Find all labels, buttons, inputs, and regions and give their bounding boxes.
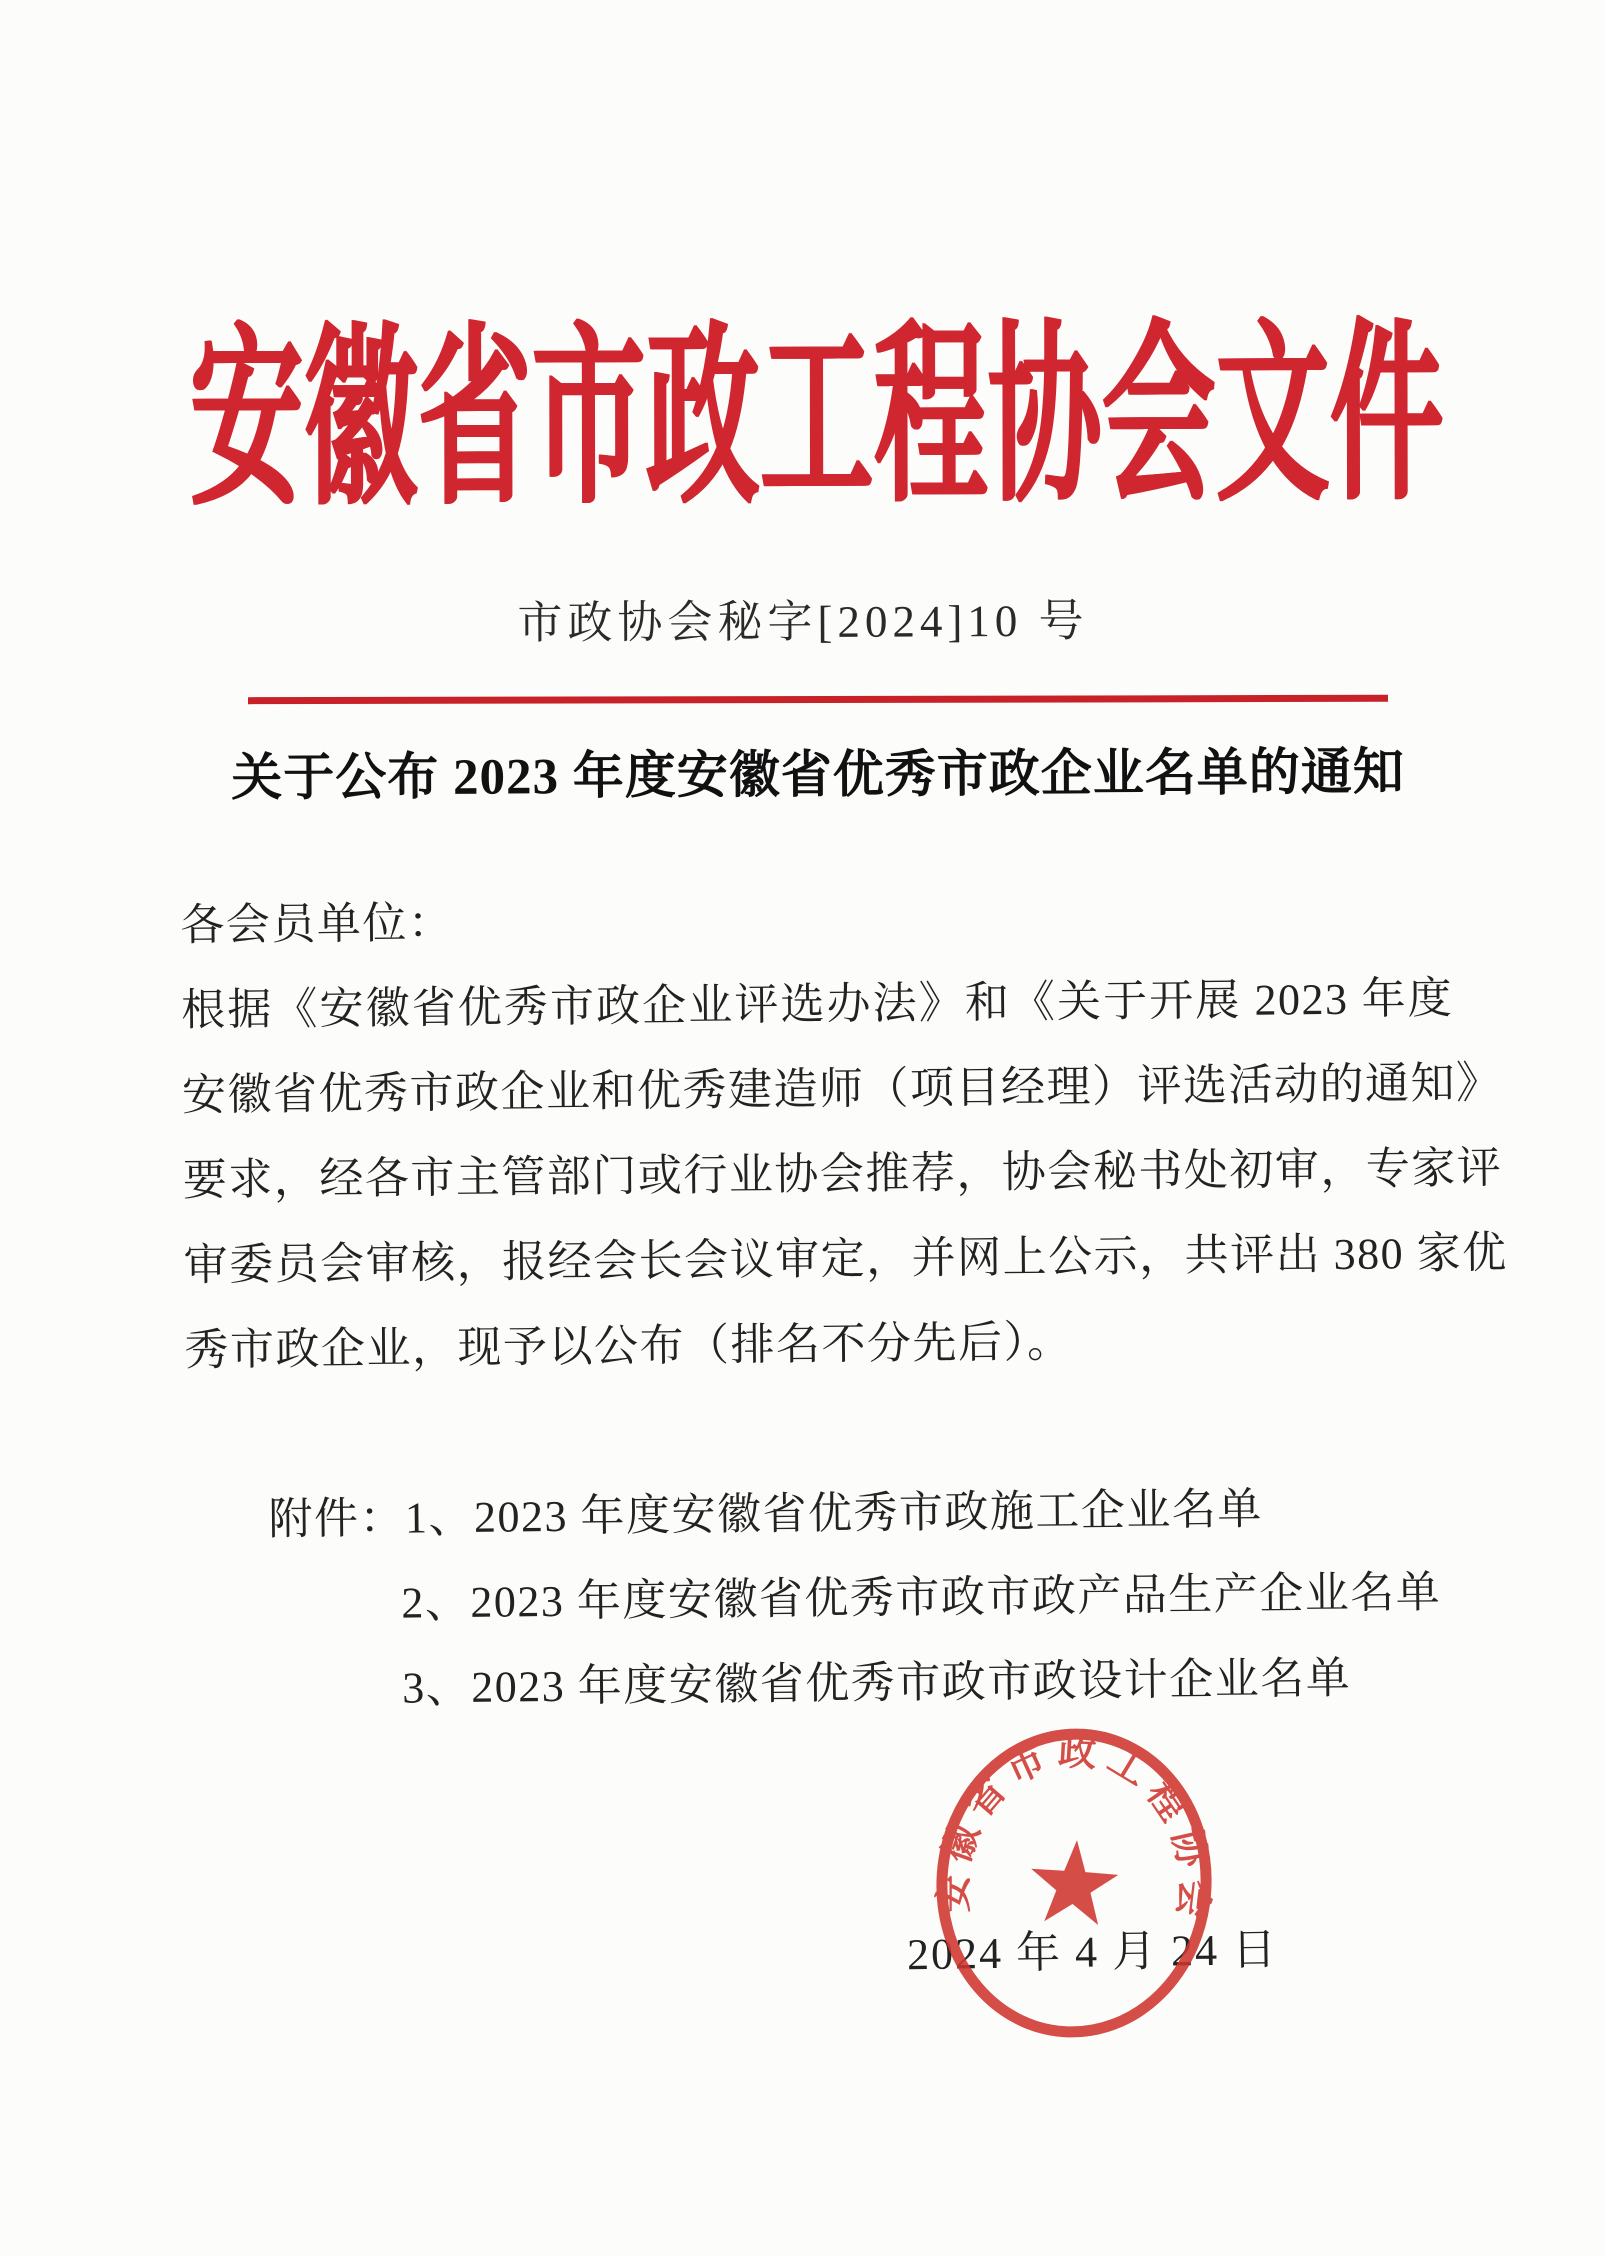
salutation: 各会员单位： <box>180 898 454 950</box>
document-number: 市政协会秘字[2024]10 号 <box>517 595 1089 649</box>
attachment-item-2: 2、2023 年度安徽省优秀市政市政产品生产企业名单 <box>401 1567 1442 1628</box>
attachment-1-text: 1、2023 年度安徽省优秀市政施工企业名单 <box>404 1484 1264 1543</box>
notice-title: 关于公布 2023 年度安徽省优秀市政企业名单的通知 <box>231 744 1405 807</box>
attachment-item-3: 3、2023 年度安徽省优秀市政市政设计企业名单 <box>401 1653 1352 1713</box>
letterhead-title: 安徽省市政工程协会文件 <box>190 308 1445 530</box>
seal-star <box>1028 1837 1121 1926</box>
body-line-5: 秀市政企业，现予以公布（排名不分先后）。 <box>184 1317 1073 1375</box>
red-divider-line <box>248 695 1388 704</box>
issue-date: 2024 年 4 月 24 日 <box>906 1925 1279 1980</box>
body-line-4: 审委员会审核，报经会长会议审定，并网上公示，共评出 380 家优 <box>183 1228 1508 1290</box>
body-line-3: 要求，经各市主管部门或行业协会推荐，协会秘书处初审，专家评 <box>182 1143 1503 1205</box>
body-line-1: 根据《安徽省优秀市政企业评选办法》和《关于开展 2023 年度 <box>180 973 1454 1035</box>
body-line-2: 安徽省优秀市政企业和优秀建造师（项目经理）评选活动的通知》 <box>181 1058 1502 1120</box>
seal-arc-text: 安徽省市政工程协会 <box>933 1731 1216 1929</box>
attachments-list <box>268 1464 1511 1732</box>
attachment-item-1 <box>268 1464 1509 1562</box>
body-text <box>180 871 1508 1393</box>
official-seal <box>919 1712 1229 2053</box>
attachments-label: 附件： <box>268 1493 406 1544</box>
